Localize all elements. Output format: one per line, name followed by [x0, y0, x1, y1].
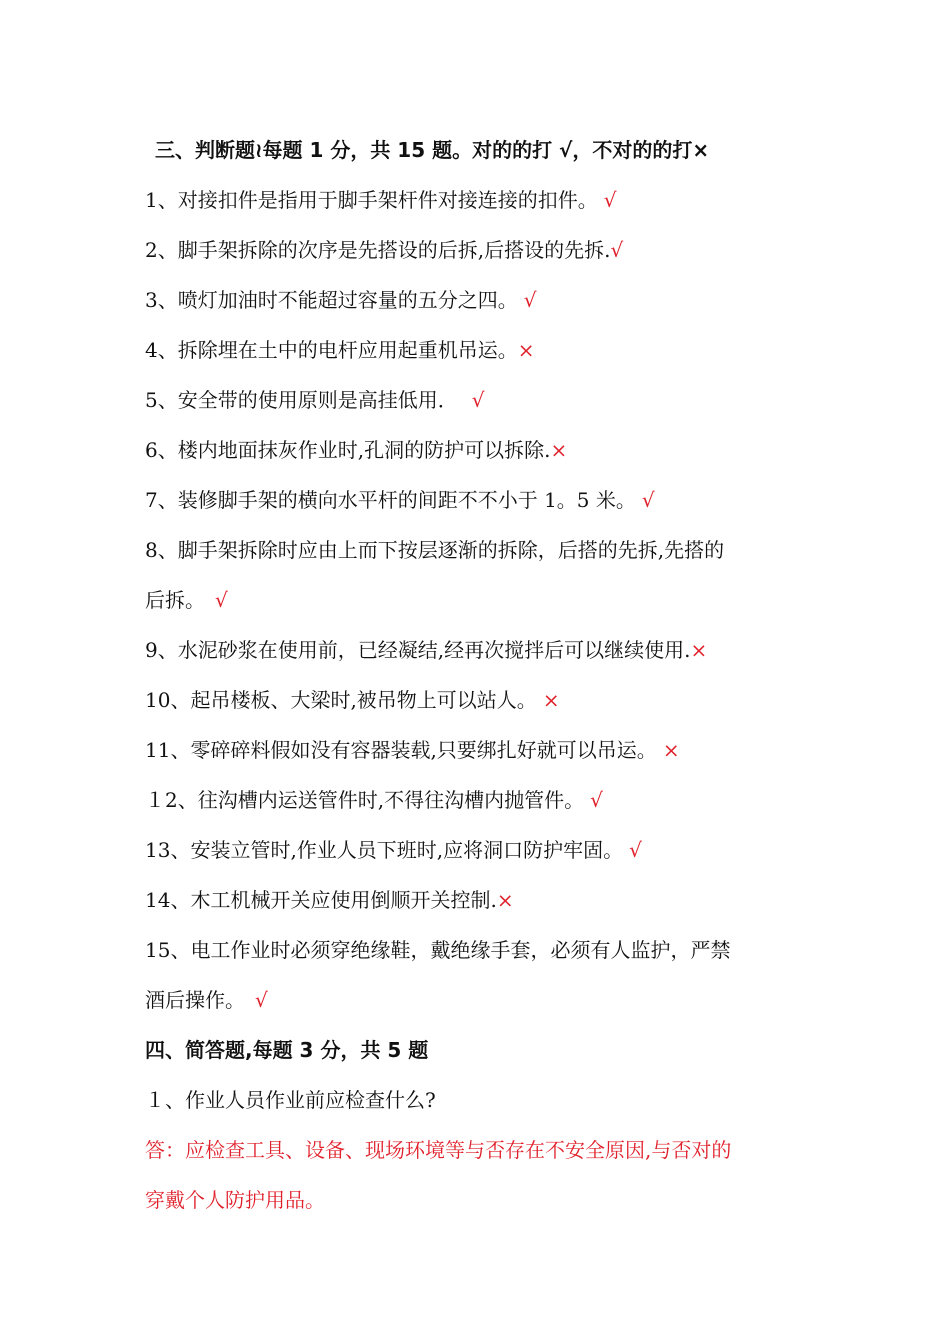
list-item [145, 635, 825, 665]
item-text: 13、安装立管时,作业人员下班时,应将洞口防护牢固。 [145, 838, 624, 862]
list-item-continuation [145, 985, 825, 1015]
list-item [145, 285, 825, 315]
answer-mark: × [662, 738, 680, 762]
list-item [145, 835, 825, 865]
item-text: 1、对接扣件是指用于脚手架杆件对接连接的扣件。 [145, 188, 598, 212]
item-text: 7、装修脚手架的横向水平杆的间距不不小于 1。5 米。 [145, 488, 636, 512]
list-item [145, 385, 825, 415]
answer-mark: × [550, 438, 568, 462]
answer-mark: × [542, 688, 560, 712]
item-text: １2、往沟槽内运送管件时,不得往沟槽内抛管件。 [145, 788, 585, 812]
list-item [145, 535, 825, 565]
item-text: 8、脚手架拆除时应由上而下按层逐渐的拆除，后搭的先拆,先搭的 [145, 538, 725, 562]
list-item [145, 735, 825, 765]
answer-mark: √ [590, 788, 603, 812]
answer-mark: √ [610, 238, 624, 262]
question-text: １、作业人员作业前应检查什么? [145, 1088, 436, 1112]
answer-mark: √ [523, 288, 537, 312]
list-item [145, 885, 825, 915]
item-text: 2、脚手架拆除的次序是先搭设的后拆,后搭设的先拆. [145, 238, 611, 262]
list-item [145, 435, 825, 465]
list-item-continuation [145, 585, 825, 615]
answer-mark: √ [255, 988, 268, 1012]
list-item [145, 335, 825, 365]
answer-mark: √ [641, 488, 655, 512]
answer-mark: × [496, 888, 514, 912]
item-text: 4、拆除埋在土中的电杆应用起重机吊运。 [145, 338, 518, 362]
item-text: 后拆。 [145, 588, 205, 612]
section4-heading: 四、简答题,每题 3 分，共 5 题 [145, 1038, 429, 1062]
answer-text-continuation: 穿戴个人防护用品。 [145, 1188, 325, 1212]
item-text: 6、楼内地面抹灰作业时,孔洞的防护可以拆除. [145, 438, 551, 462]
item-text: 11、零碎碎料假如没有容器装载,只要绑扎好就可以吊运。 [145, 738, 657, 762]
list-item [145, 785, 825, 815]
list-item [145, 235, 825, 265]
section3-heading: 三、判断题≀每题 1 分，共 15 题。对的的打 √，不对的的打× [155, 138, 710, 162]
answer-mark: × [690, 638, 708, 662]
answer-mark: × [517, 338, 535, 362]
item-text: 3、喷灯加油时不能超过容量的五分之四。 [145, 288, 518, 312]
item-text: 10、起吊楼板、大梁时,被吊物上可以站人。 [145, 688, 537, 712]
answer-mark: √ [471, 388, 485, 412]
list-item [145, 935, 825, 965]
list-item [145, 685, 825, 715]
answer-mark: √ [215, 588, 228, 612]
answer-mark: √ [603, 188, 617, 212]
item-text: 酒后操作。 [145, 988, 245, 1012]
answer-mark: √ [629, 838, 642, 862]
item-text: 15、电工作业时必须穿绝缘鞋，戴绝缘手套，必须有人监护，严禁 [145, 938, 731, 962]
item-text: 9、水泥砂浆在使用前，已经凝结,经再次搅拌后可以继续使用. [145, 638, 691, 662]
item-text: 14、木工机械开关应使用倒顺开关控制. [145, 888, 497, 912]
list-item [145, 485, 825, 515]
answer-text: 答：应检查工具、设备、现场环境等与否存在不安全原因,与否对的 [145, 1138, 732, 1162]
item-text: 5、安全带的使用原则是高挂低用． [145, 388, 458, 412]
list-item [145, 185, 825, 215]
